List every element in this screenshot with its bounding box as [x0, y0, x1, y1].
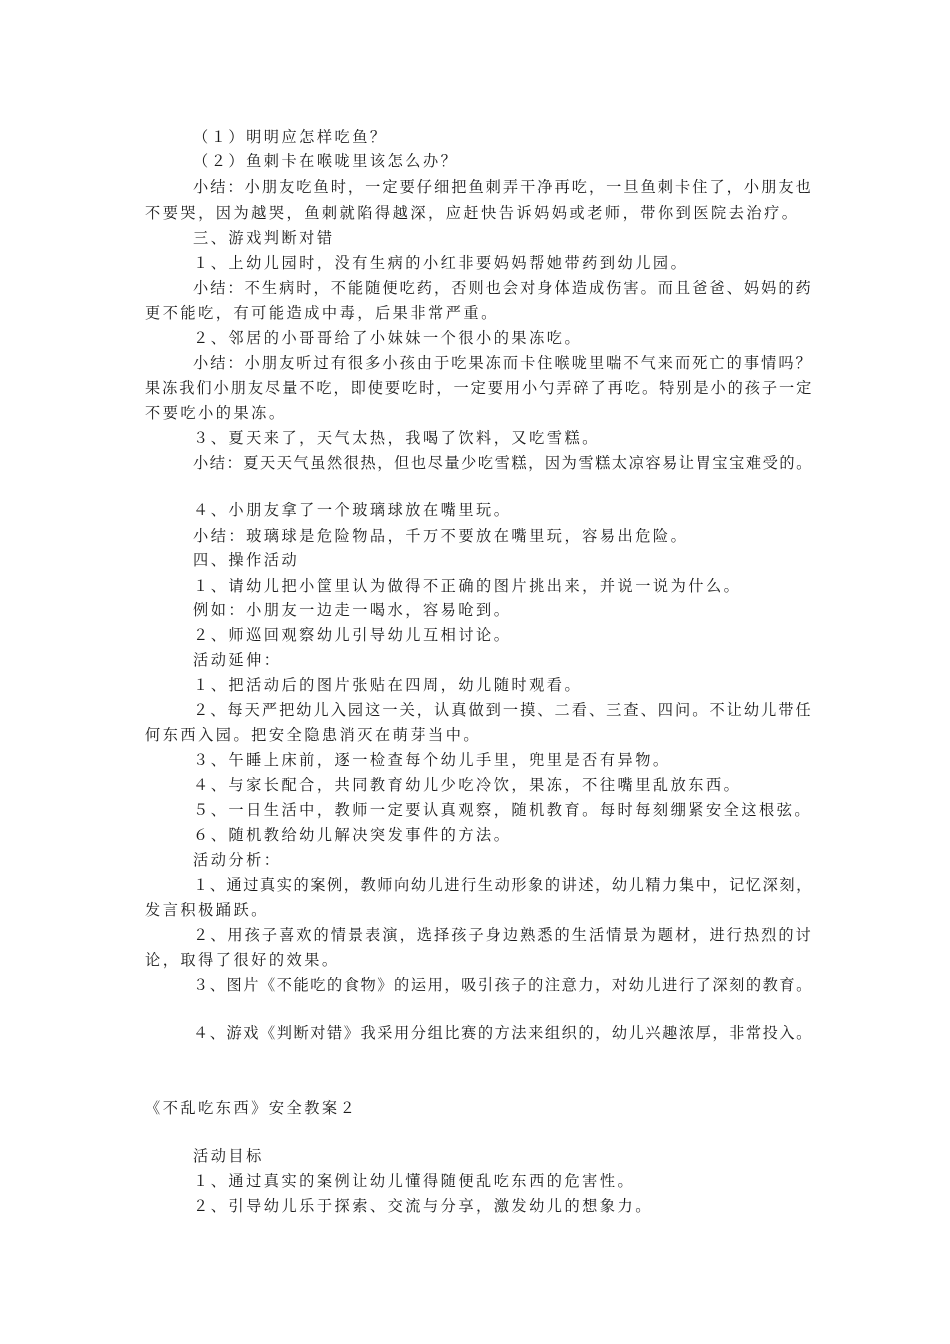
document-title: 《不乱吃东西》安全教案２	[145, 1099, 358, 1117]
text-line: １、通过真实的案例，教师向幼儿进行生动形象的讲述，幼儿精力集中，记忆深刻，	[193, 876, 813, 894]
text-line: １、把活动后的图片张贴在四周，幼儿随时观看。	[193, 676, 583, 694]
text-line: １、上幼儿园时，没有生病的小红非要妈妈帮她带药到幼儿园。	[193, 254, 689, 272]
text-line: （２）鱼刺卡在喉咙里该怎么办？	[193, 152, 459, 170]
section-heading: 四、操作活动	[193, 551, 300, 569]
text-line: ２、引导幼儿乐于探索、交流与分享，激发幼儿的想象力。	[193, 1197, 653, 1215]
text-line: 不要吃小的果冻。	[145, 404, 287, 422]
text-line: ６、随机教给幼儿解决突发事件的方法。	[193, 826, 512, 844]
text-line: ４、与家长配合，共同教育幼儿少吃冷饮，果冻，不往嘴里乱放东西。	[193, 776, 742, 794]
text-line: ４、游戏《判断对错》我采用分组比赛的方法来组织的，幼儿兴趣浓厚，非常投入。	[193, 1024, 813, 1042]
text-line: １、请幼儿把小筐里认为做得不正确的图片挑出来，并说一说为什么。	[193, 577, 742, 595]
text-line: 小结：夏天天气虽然很热，但也尽量少吃雪糕，因为雪糕太凉容易让胃宝宝难受的。	[193, 454, 813, 472]
section-heading: 活动目标	[193, 1147, 264, 1165]
section-heading: 活动分析：	[193, 851, 282, 869]
text-line: （１）明明应怎样吃鱼？	[193, 128, 388, 146]
text-line: ２、用孩子喜欢的情景表演，选择孩子身边熟悉的生活情景为题材，进行热烈的讨	[193, 926, 813, 944]
text-line: 小结：小朋友吃鱼时，一定要仔细把鱼刺弄干净再吃，一旦鱼刺卡住了，小朋友也	[193, 178, 813, 196]
text-line: ４、小朋友拿了一个玻璃球放在嘴里玩。	[193, 501, 512, 519]
text-line: ２、邻居的小哥哥给了小妹妹一个很小的果冻吃。	[193, 329, 583, 347]
text-line: 论，取得了很好的效果。	[145, 951, 340, 969]
text-line: 小结：不生病时，不能随便吃药，否则也会对身体造成伤害。而且爸爸、妈妈的药	[193, 279, 813, 297]
text-line: 例如：小朋友一边走一喝水，容易呛到。	[193, 601, 512, 619]
text-line: 何东西入园。把安全隐患消灭在萌芽当中。	[145, 726, 482, 744]
text-line: ３、夏天来了，天气太热，我喝了饮料，又吃雪糕。	[193, 429, 600, 447]
text-line: 小结：玻璃球是危险物品，千万不要放在嘴里玩，容易出危险。	[193, 527, 689, 545]
text-line: １、通过真实的案例让幼儿懂得随便乱吃东西的危害性。	[193, 1172, 636, 1190]
text-line: 小结：小朋友听过有很多小孩由于吃果冻而卡住喉咙里喘不气来而死亡的事情吗？	[193, 354, 813, 372]
text-line: ３、午睡上床前，逐一检查每个幼儿手里，兜里是否有异物。	[193, 751, 671, 769]
text-line: ５、一日生活中，教师一定要认真观察，随机教育。每时每刻绷紧安全这根弦。	[193, 801, 813, 819]
text-line: ２、师巡回观察幼儿引导幼儿互相讨论。	[193, 626, 512, 644]
text-line: 发言积极踊跃。	[145, 901, 269, 919]
text-line: 果冻我们小朋友尽量不吃，即使要吃时，一定要用小勺弄碎了再吃。特别是小的孩子一定	[145, 379, 814, 397]
section-heading: 三、游戏判断对错	[193, 229, 335, 247]
text-line: ３、图片《不能吃的食物》的运用，吸引孩子的注意力，对幼儿进行了深刻的教育。	[193, 976, 813, 994]
text-line: 不要哭，因为越哭，鱼刺就陷得越深，应赶快告诉妈妈或老师，带你到医院去治疗。	[145, 204, 800, 222]
section-heading: 活动延伸：	[193, 651, 282, 669]
text-line: ２、每天严把幼儿入园这一关，认真做到一摸、二看、三查、四问。不让幼儿带任	[193, 701, 813, 719]
text-line: 更不能吃，有可能造成中毒，后果非常严重。	[145, 304, 499, 322]
